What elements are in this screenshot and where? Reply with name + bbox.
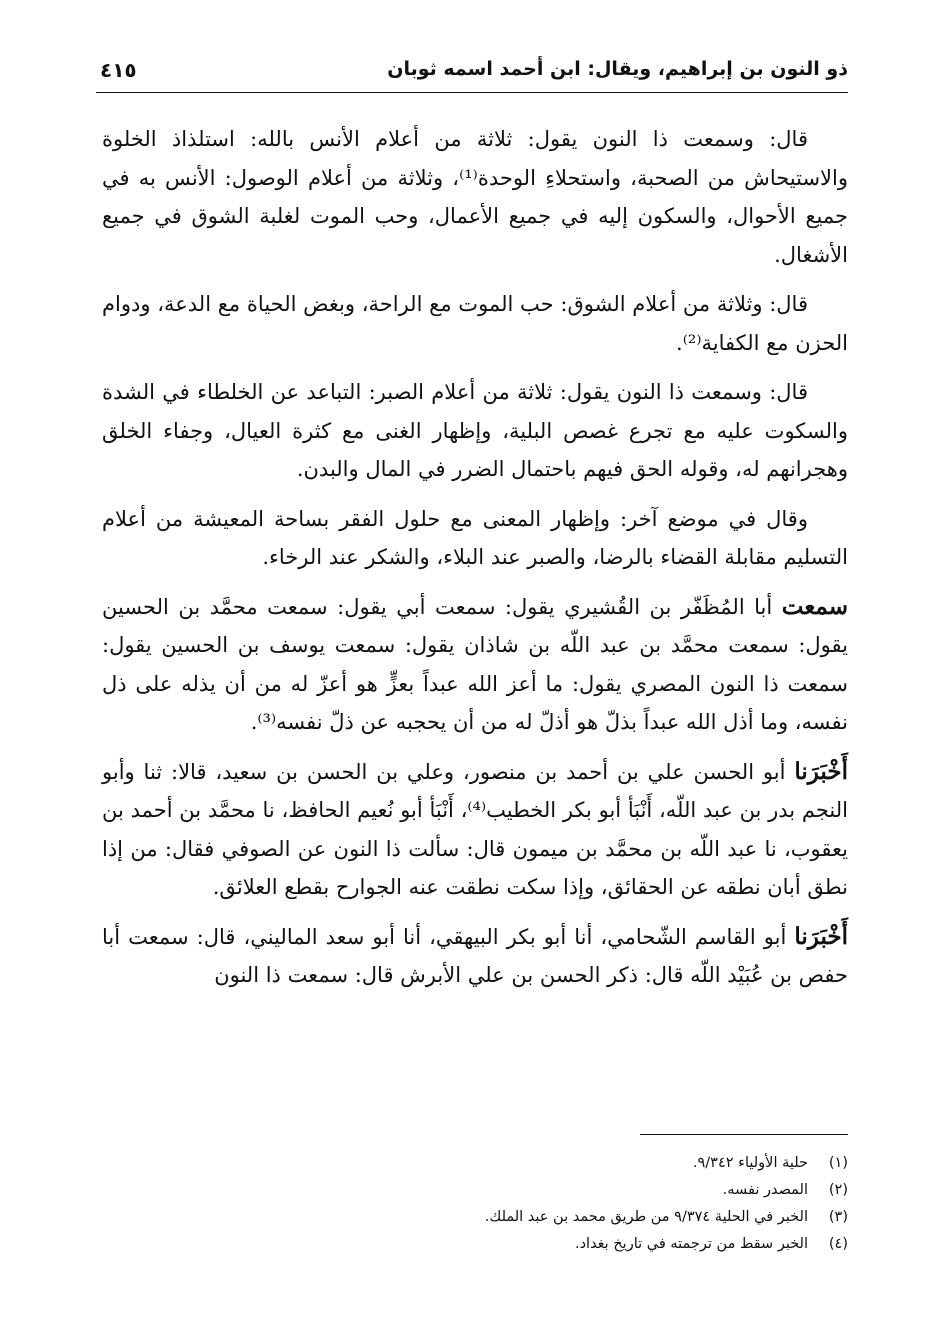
paragraph-text: وقال في موضع آخر: وإظهار المعنى مع حلول الفقر بساحة المعيشة من أعلام التسليم مقابلة القضاء بالرضا، والصبر عند البلاء، والشكر عند الرخاء. — [102, 506, 848, 569]
header-rule — [96, 92, 848, 93]
page-number: ٤١٥ — [100, 58, 137, 82]
paragraph — [102, 285, 848, 362]
paragraph-lead-word: سمعت — [781, 592, 848, 620]
main-text — [102, 120, 848, 1006]
paragraph-lead-word: أَخْبَرَنا — [794, 757, 848, 785]
footnote-text: الخبر سقط من ترجمته في تاريخ بغداد. — [574, 1236, 808, 1252]
footnote — [300, 1150, 848, 1177]
paragraph-text: قال: وثلاثة من أعلام الشوق: حب الموت مع الراحة، وبغض الحياة مع الدعة، ودوام الحزن مع الكفاية⁽²⁾. — [102, 292, 848, 355]
paragraph — [102, 753, 848, 907]
footnote-text: الخبر في الحلية ٩/٣٧٤ من طريق محمد بن عبد الملك. — [484, 1209, 808, 1225]
footnote-number: (١) — [828, 1155, 848, 1171]
footnote — [300, 1177, 848, 1204]
footnote-text: حلية الأولياء ٩/٣٤٢. — [692, 1155, 808, 1171]
footnotes — [300, 1150, 848, 1258]
paragraph-lead-word: أَخْبَرَنا — [794, 922, 848, 950]
footnote-number: (٣) — [828, 1209, 848, 1225]
paragraph — [102, 588, 848, 742]
footnote-number: (٤) — [828, 1236, 848, 1252]
paragraph — [102, 373, 848, 489]
footnote-rule — [640, 1134, 848, 1135]
paragraph — [102, 918, 848, 995]
paragraph — [102, 120, 848, 274]
paragraph-text: أبو الحسن علي بن أحمد بن منصور، وعلي بن الحسن بن سعيد، قالا: ثنا وأبو النجم بدر بن عبد اللّه، أَنْبَأ أبو بكر الخطيب⁽⁴⁾، أَنْبَأ أبو نُعيم الحافظ، نا محمَّد بن أحمد بن يعقوب، نا عبد اللّه بن محمَّد بن ميمون قال: سألت ذا النون عن الصوفي فقال: من إذا نطق أبان نطقه عن الحقائق، وإذا سكت نطقت عنه الجوارح بقطع العلائق. — [102, 759, 848, 899]
paragraph-text: أبا المُظَفّر بن القُشيري يقول: سمعت أبي يقول: سمعت محمَّد بن الحسين يقول: سمعت محمَّد بن عبد اللّه بن شاذان يقول: سمعت يوسف بن الحسين يقول: سمعت ذا النون المصري يقول: ما أعز الله عبداً بعزٍّ هو أعزّ له من أن يذله على ذل نفسه، وما أذل الله عبداً بذلّ هو أذلّ له من أن يحجبه عن ذلّ نفسه⁽³⁾. — [102, 594, 848, 734]
footnote-number: (٢) — [828, 1182, 848, 1198]
footnote — [300, 1231, 848, 1258]
running-title: ذو النون بن إبراهيم، ويقال: ابن أحمد اسمه ثوبان — [387, 58, 848, 80]
paragraph-text: قال: وسمعت ذا النون يقول: ثلاثة من أعلام الأنس بالله: استلذاذ الخلوة والاستيحاش من الصحبة، واستحلاءِ الوحدة⁽¹⁾، وثلاثة من أعلام الوصول: الأنس به في جميع الأحوال، والسكون إليه في جميع الأعمال، وحب الموت لغلبة الشوق في جميع الأشغال. — [102, 127, 848, 267]
page-header — [96, 58, 848, 92]
footnote-text: المصدر نفسه. — [722, 1182, 808, 1198]
paragraph-text: قال: وسمعت ذا النون يقول: ثلاثة من أعلام الصبر: التباعد عن الخلطاء في الشدة والسكوت عليه مع تجرع غصص البلية، وإظهار الغنى مع كثرة العيال، وجفاء الخلق وهجرانهم له، وقوله الحق فيهم باحتمال الضرر في المال والبدن. — [102, 380, 848, 481]
paragraph — [102, 500, 848, 577]
footnote — [300, 1204, 848, 1231]
paragraph-text: أبو القاسم الشّحامي، أنا أبو بكر البيهقي، أنا أبو سعد الماليني، قال: سمعت أبا حفص بن عُبَيْد اللّه قال: ذكر الحسن بن علي الأبرش قال: سمعت ذا النون — [102, 924, 848, 987]
